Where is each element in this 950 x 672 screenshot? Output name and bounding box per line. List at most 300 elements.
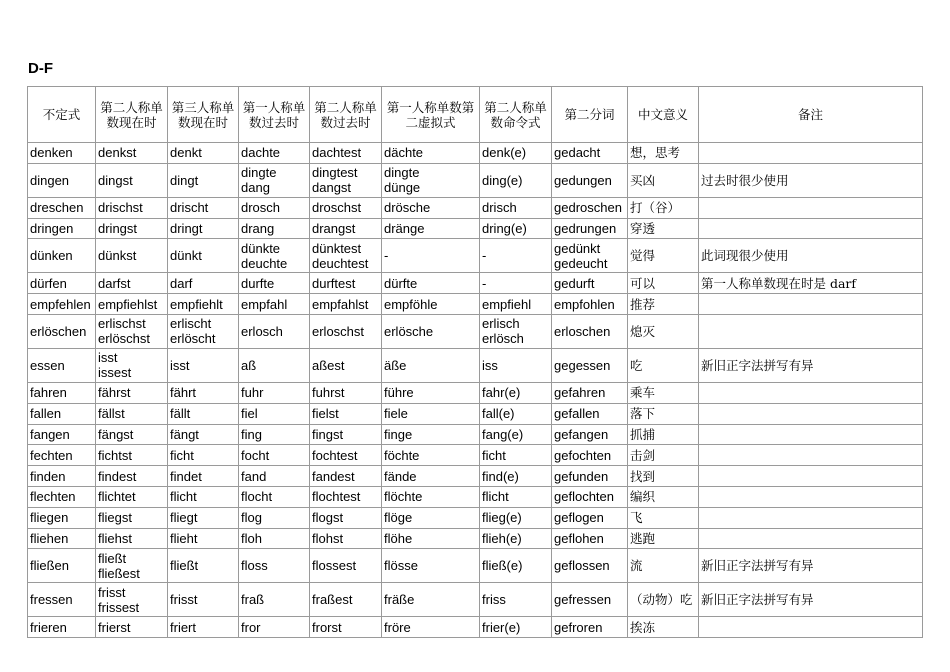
cell-notes — [699, 218, 923, 239]
cell-text: 买凶 — [630, 172, 656, 188]
cell-text: fraßest — [312, 592, 353, 608]
cell-notes — [699, 445, 923, 466]
cell-3sg-present — [168, 382, 239, 403]
cell-1sg-past — [239, 528, 310, 549]
cell-infinitive — [28, 218, 96, 239]
cell-2sg-present — [96, 424, 168, 445]
table-row — [28, 197, 923, 218]
table-row — [28, 143, 923, 164]
cell-text: darf — [170, 275, 193, 291]
cell-text: 编织 — [630, 489, 656, 505]
cell-notes — [699, 348, 923, 382]
cell-text: dang — [241, 180, 270, 196]
cell-infinitive — [28, 583, 96, 617]
cell-text: frisst — [98, 584, 126, 600]
cell-2sg-past — [310, 314, 382, 348]
cell-subjunctive-ii — [382, 486, 480, 507]
cell-text: dünkt — [170, 248, 202, 264]
cell-text: erlischt — [170, 316, 212, 332]
cell-chinese-meaning — [628, 549, 699, 583]
cell-text: erlösche — [384, 323, 434, 339]
cell-chinese-meaning — [628, 403, 699, 424]
cell-text: dünken — [30, 248, 73, 264]
cell-text: flöhe — [384, 530, 413, 546]
table-row — [28, 382, 923, 403]
table-row — [28, 273, 923, 294]
cell-subjunctive-ii — [382, 314, 480, 348]
cell-text: dangst — [312, 180, 352, 196]
cell-text: dingt — [170, 172, 199, 188]
cell-text: fließt — [98, 550, 127, 566]
cell-text: fuhr — [241, 385, 264, 401]
cell-imperative — [480, 528, 552, 549]
cell-imperative — [480, 143, 552, 164]
cell-past-participle — [552, 273, 628, 294]
cell-text: flochtest — [312, 489, 361, 505]
cell-text: fraß — [241, 592, 265, 608]
cell-text: isst — [170, 357, 190, 373]
cell-text: flichtet — [98, 489, 136, 505]
cell-notes — [699, 583, 923, 617]
cell-text: drisch — [482, 200, 517, 216]
cell-text: erloschen — [554, 323, 611, 339]
cell-past-participle — [552, 549, 628, 583]
cell-text: drischt — [170, 200, 209, 216]
cell-3sg-present — [168, 528, 239, 549]
cell-text: gedünkt — [554, 240, 601, 256]
table-row — [28, 348, 923, 382]
cell-past-participle — [552, 163, 628, 197]
cell-chinese-meaning — [628, 617, 699, 638]
cell-2sg-present — [96, 273, 168, 294]
cell-chinese-meaning — [628, 348, 699, 382]
cell-text: gefunden — [554, 468, 609, 484]
cell-text: 可以 — [630, 275, 656, 291]
cell-subjunctive-ii — [382, 466, 480, 487]
cell-infinitive — [28, 382, 96, 403]
cell-past-participle — [552, 445, 628, 466]
cell-chinese-meaning — [628, 239, 699, 273]
column-header-2sg-imperative: 第二人称单数命令式 — [480, 87, 552, 143]
cell-text: drang — [241, 220, 275, 236]
cell-text: dingte — [241, 165, 277, 181]
cell-subjunctive-ii — [382, 197, 480, 218]
cell-text: flohst — [312, 530, 344, 546]
cell-text: gedeucht — [554, 255, 608, 271]
cell-text: find(e) — [482, 468, 519, 484]
cell-2sg-present — [96, 583, 168, 617]
cell-imperative — [480, 163, 552, 197]
cell-text: gedungen — [554, 172, 612, 188]
cell-text: gefressen — [554, 592, 612, 608]
cell-2sg-present — [96, 143, 168, 164]
cell-text: flechten — [30, 489, 76, 505]
cell-text: frorst — [312, 619, 342, 635]
cell-past-participle — [552, 583, 628, 617]
cell-notes — [699, 617, 923, 638]
cell-1sg-past — [239, 466, 310, 487]
cell-text: frisst — [170, 592, 198, 608]
cell-text: 穿透 — [630, 220, 656, 236]
cell-1sg-past — [239, 197, 310, 218]
cell-text: ficht — [170, 447, 194, 463]
cell-text: 击剑 — [630, 447, 656, 463]
cell-text: geflohen — [554, 530, 604, 546]
cell-2sg-present — [96, 314, 168, 348]
cell-text: dring(e) — [482, 220, 527, 236]
column-header-3sg-present: 第三人称单数现在时 — [168, 87, 239, 143]
cell-text: dringen — [30, 220, 74, 236]
cell-text: empfiehlt — [170, 296, 223, 312]
cell-text: fechten — [30, 447, 73, 463]
cell-1sg-past — [239, 617, 310, 638]
cell-text: issest — [98, 365, 132, 381]
cell-text: finden — [30, 468, 66, 484]
cell-text: fing — [241, 426, 262, 442]
cell-past-participle — [552, 466, 628, 487]
table-row — [28, 486, 923, 507]
cell-1sg-past — [239, 583, 310, 617]
cell-2sg-past — [310, 617, 382, 638]
cell-chinese-meaning — [628, 382, 699, 403]
cell-text: flogst — [312, 510, 344, 526]
cell-text: gegessen — [554, 357, 611, 373]
cell-subjunctive-ii — [382, 239, 480, 273]
cell-text: flieh(e) — [482, 530, 522, 546]
cell-subjunctive-ii — [382, 617, 480, 638]
cell-infinitive — [28, 239, 96, 273]
cell-text: 过去时很少使用 — [701, 172, 789, 188]
cell-text: （动物）吃 — [630, 592, 693, 608]
cell-text: floh — [241, 530, 262, 546]
cell-2sg-present — [96, 218, 168, 239]
cell-chinese-meaning — [628, 314, 699, 348]
cell-subjunctive-ii — [382, 507, 480, 528]
cell-chinese-meaning — [628, 583, 699, 617]
cell-3sg-present — [168, 549, 239, 583]
cell-2sg-present — [96, 486, 168, 507]
cell-text: flicht — [482, 489, 509, 505]
cell-3sg-present — [168, 314, 239, 348]
cell-text: 此词现很少使用 — [701, 248, 789, 264]
cell-text: 流 — [630, 558, 643, 574]
cell-infinitive — [28, 197, 96, 218]
cell-text: - — [482, 248, 487, 264]
cell-text: gedrungen — [554, 220, 617, 236]
cell-text: empfiehl — [482, 296, 532, 312]
column-header-2sg-present: 第二人称单数现在时 — [96, 87, 168, 143]
cell-3sg-present — [168, 294, 239, 315]
cell-text: frier(e) — [482, 619, 521, 635]
cell-imperative — [480, 466, 552, 487]
cell-text: fandest — [312, 468, 355, 484]
cell-text: erlöschst — [98, 331, 151, 347]
cell-text: fließt — [170, 558, 199, 574]
cell-text: flöchte — [384, 489, 423, 505]
cell-imperative — [480, 486, 552, 507]
cell-2sg-past — [310, 445, 382, 466]
cell-infinitive — [28, 528, 96, 549]
cell-notes — [699, 197, 923, 218]
cell-2sg-past — [310, 218, 382, 239]
cell-past-participle — [552, 424, 628, 445]
cell-3sg-present — [168, 583, 239, 617]
cell-2sg-present — [96, 197, 168, 218]
cell-text: 抓捕 — [630, 426, 656, 442]
cell-infinitive — [28, 424, 96, 445]
cell-text: fährt — [170, 385, 197, 401]
cell-text: flieg(e) — [482, 510, 522, 526]
cell-chinese-meaning — [628, 445, 699, 466]
cell-text: gedurft — [554, 275, 595, 291]
cell-1sg-past — [239, 403, 310, 424]
table-body — [28, 143, 923, 638]
cell-past-participle — [552, 507, 628, 528]
cell-text: gefochten — [554, 447, 612, 463]
cell-text: durftest — [312, 275, 356, 291]
column-header-2sg-past: 第二人称单数过去时 — [310, 87, 382, 143]
cell-text: fliegen — [30, 510, 69, 526]
cell-2sg-past — [310, 507, 382, 528]
cell-3sg-present — [168, 466, 239, 487]
cell-text: 新旧正字法拼写有异 — [701, 558, 814, 574]
cell-imperative — [480, 583, 552, 617]
cell-notes — [699, 143, 923, 164]
table-row — [28, 163, 923, 197]
cell-text: geflochten — [554, 489, 614, 505]
cell-subjunctive-ii — [382, 549, 480, 583]
cell-1sg-past — [239, 549, 310, 583]
cell-text: fliegst — [98, 510, 132, 526]
cell-2sg-present — [96, 163, 168, 197]
cell-text: fiele — [384, 406, 408, 422]
cell-text: geflossen — [554, 558, 610, 574]
cell-text: dächte — [384, 145, 424, 161]
column-header-past-participle: 第二分词 — [552, 87, 628, 143]
cell-past-participle — [552, 486, 628, 507]
cell-chinese-meaning — [628, 466, 699, 487]
cell-notes — [699, 294, 923, 315]
cell-text: friert — [170, 619, 196, 635]
cell-text: dränge — [384, 220, 425, 236]
cell-chinese-meaning — [628, 507, 699, 528]
verb-conjugation-table — [27, 86, 923, 638]
cell-text: empfahl — [241, 296, 288, 312]
cell-subjunctive-ii — [382, 143, 480, 164]
cell-notes — [699, 528, 923, 549]
cell-2sg-past — [310, 294, 382, 315]
cell-text: flicht — [170, 489, 197, 505]
cell-text: 逃跑 — [630, 530, 656, 546]
cell-1sg-past — [239, 143, 310, 164]
cell-1sg-past — [239, 486, 310, 507]
cell-subjunctive-ii — [382, 273, 480, 294]
cell-text: flog — [241, 510, 262, 526]
cell-2sg-present — [96, 403, 168, 424]
cell-infinitive — [28, 549, 96, 583]
cell-text: führe — [384, 385, 414, 401]
cell-infinitive — [28, 294, 96, 315]
cell-3sg-present — [168, 445, 239, 466]
cell-text: erlöscht — [170, 331, 216, 347]
cell-text: fuhrst — [312, 385, 345, 401]
cell-text: fließest — [98, 565, 140, 581]
cell-2sg-past — [310, 403, 382, 424]
cell-imperative — [480, 617, 552, 638]
cell-text: dingst — [98, 172, 133, 188]
cell-3sg-present — [168, 163, 239, 197]
cell-1sg-past — [239, 424, 310, 445]
cell-text: dringt — [170, 220, 203, 236]
cell-text: deuchtest — [312, 255, 369, 271]
cell-chinese-meaning — [628, 143, 699, 164]
cell-notes — [699, 382, 923, 403]
cell-text: föchte — [384, 447, 420, 463]
cell-text: durfte — [241, 275, 275, 291]
cell-text: denken — [30, 145, 73, 161]
cell-text: dünge — [384, 180, 421, 196]
cell-1sg-past — [239, 239, 310, 273]
cell-text: fressen — [30, 592, 73, 608]
cell-1sg-past — [239, 445, 310, 466]
cell-past-participle — [552, 617, 628, 638]
cell-1sg-past — [239, 163, 310, 197]
cell-subjunctive-ii — [382, 163, 480, 197]
cell-chinese-meaning — [628, 424, 699, 445]
table-row — [28, 583, 923, 617]
table-row — [28, 294, 923, 315]
cell-notes — [699, 507, 923, 528]
cell-text: fließ(e) — [482, 558, 523, 574]
cell-imperative — [480, 348, 552, 382]
cell-2sg-past — [310, 583, 382, 617]
cell-text: fliegt — [170, 510, 198, 526]
cell-infinitive — [28, 163, 96, 197]
cell-text: 想，思考 — [630, 145, 681, 161]
cell-past-participle — [552, 314, 628, 348]
cell-imperative — [480, 218, 552, 239]
cell-text: drösche — [384, 200, 431, 216]
cell-text: denk(e) — [482, 145, 527, 161]
cell-text: - — [482, 275, 487, 291]
cell-text: fahren — [30, 385, 67, 401]
cell-text: flösse — [384, 558, 418, 574]
cell-text: 熄灭 — [630, 323, 656, 339]
cell-infinitive — [28, 445, 96, 466]
cell-text: dünkst — [98, 248, 137, 264]
cell-text: fror — [241, 619, 261, 635]
cell-past-participle — [552, 143, 628, 164]
cell-text: 乘车 — [630, 385, 656, 401]
cell-text: drischst — [98, 200, 143, 216]
cell-infinitive — [28, 617, 96, 638]
cell-3sg-present — [168, 239, 239, 273]
table-row — [28, 218, 923, 239]
cell-3sg-present — [168, 617, 239, 638]
cell-text: fall(e) — [482, 406, 515, 422]
cell-text: fällt — [170, 406, 191, 422]
cell-imperative — [480, 294, 552, 315]
cell-text: aßest — [312, 357, 345, 373]
cell-text: fallen — [30, 406, 62, 422]
table-row — [28, 507, 923, 528]
cell-text: fang(e) — [482, 426, 524, 442]
cell-text: frissest — [98, 599, 140, 615]
cell-text: gedroschen — [554, 200, 622, 216]
cell-text: erlisch — [482, 316, 520, 332]
cell-infinitive — [28, 403, 96, 424]
cell-3sg-present — [168, 197, 239, 218]
cell-text: gefangen — [554, 426, 609, 442]
cell-text: fängst — [98, 426, 134, 442]
cell-2sg-present — [96, 507, 168, 528]
table-header-row — [28, 87, 923, 143]
cell-infinitive — [28, 486, 96, 507]
cell-notes — [699, 403, 923, 424]
cell-text: essen — [30, 357, 65, 373]
cell-text: fielst — [312, 406, 339, 422]
cell-notes — [699, 549, 923, 583]
cell-text: 找到 — [630, 468, 656, 484]
cell-chinese-meaning — [628, 528, 699, 549]
cell-2sg-past — [310, 348, 382, 382]
cell-text: drangst — [312, 220, 356, 236]
cell-notes — [699, 486, 923, 507]
cell-text: findest — [98, 468, 137, 484]
cell-imperative — [480, 445, 552, 466]
cell-subjunctive-ii — [382, 218, 480, 239]
cell-past-participle — [552, 348, 628, 382]
cell-2sg-present — [96, 445, 168, 466]
cell-text: fiel — [241, 406, 258, 422]
cell-text: findet — [170, 468, 202, 484]
cell-text: dringst — [98, 220, 138, 236]
cell-infinitive — [28, 466, 96, 487]
cell-chinese-meaning — [628, 218, 699, 239]
cell-imperative — [480, 507, 552, 528]
cell-subjunctive-ii — [382, 348, 480, 382]
cell-subjunctive-ii — [382, 403, 480, 424]
cell-3sg-present — [168, 348, 239, 382]
cell-text: 挨冻 — [630, 619, 656, 635]
cell-text: frieren — [30, 619, 67, 635]
cell-2sg-past — [310, 273, 382, 294]
cell-2sg-past — [310, 197, 382, 218]
cell-past-participle — [552, 382, 628, 403]
cell-text: dürfen — [30, 275, 67, 291]
cell-imperative — [480, 549, 552, 583]
cell-text: fließen — [30, 558, 70, 574]
table-row — [28, 424, 923, 445]
cell-1sg-past — [239, 507, 310, 528]
cell-chinese-meaning — [628, 273, 699, 294]
cell-text: gefallen — [554, 406, 600, 422]
cell-text: dünktest — [312, 240, 362, 256]
cell-2sg-past — [310, 424, 382, 445]
cell-text: ding(e) — [482, 172, 523, 188]
cell-infinitive — [28, 348, 96, 382]
cell-text: fahr(e) — [482, 385, 521, 401]
cell-3sg-present — [168, 143, 239, 164]
cell-text: fichtst — [98, 447, 132, 463]
cell-text: gefahren — [554, 385, 606, 401]
cell-imperative — [480, 273, 552, 294]
cell-text: aß — [241, 357, 257, 373]
cell-text: fand — [241, 468, 267, 484]
cell-text: flöge — [384, 510, 413, 526]
cell-chinese-meaning — [628, 197, 699, 218]
table-row — [28, 445, 923, 466]
